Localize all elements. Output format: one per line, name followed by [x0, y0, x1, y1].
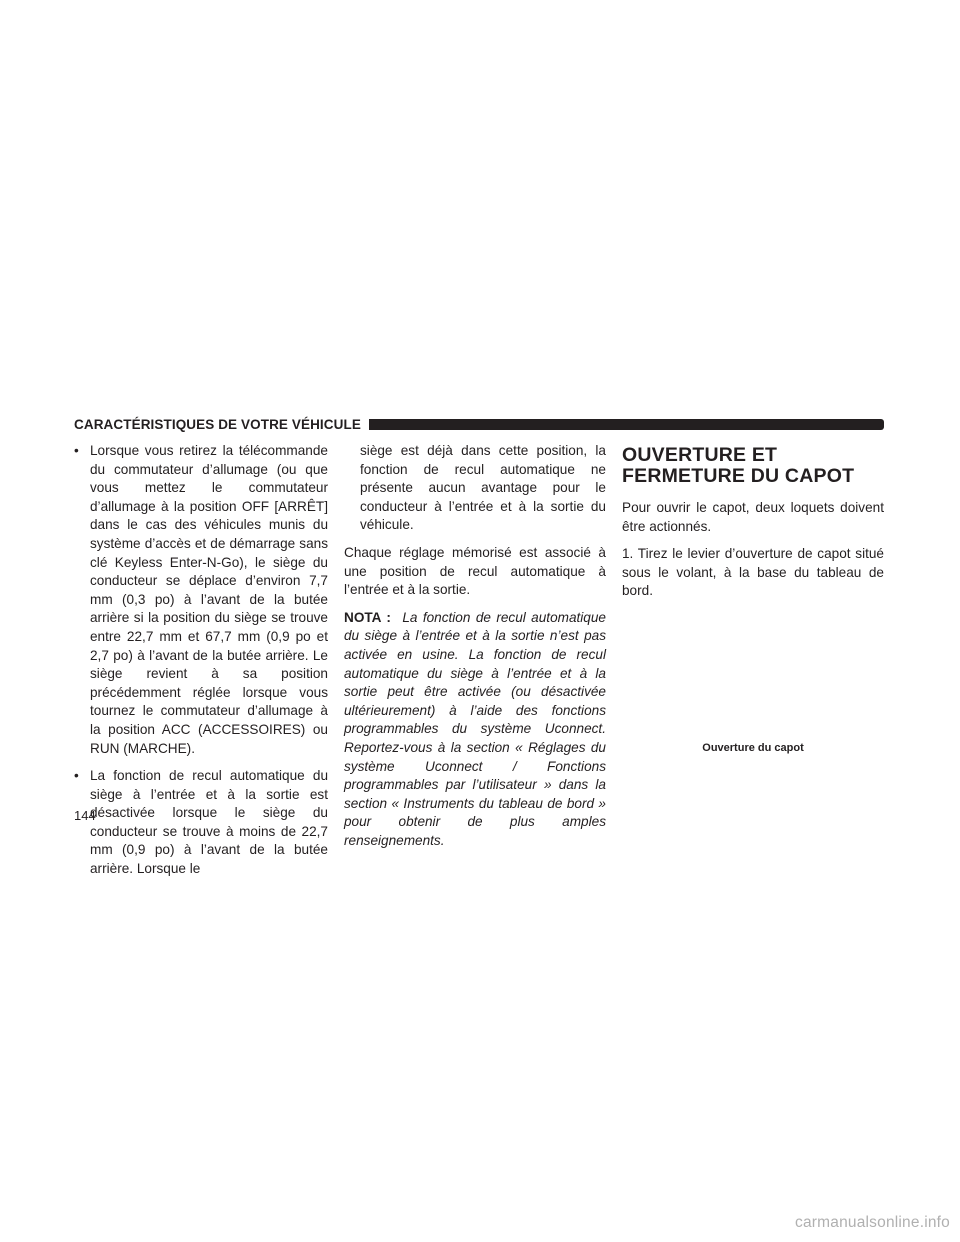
note — [344, 609, 606, 851]
bullet-icon: • — [74, 443, 79, 458]
section-heading: OUVERTURE ET FERMETURE DU CAPOT — [622, 444, 855, 487]
bullet-item — [74, 442, 328, 758]
column-right — [622, 442, 884, 610]
bullet-text: Lorsque vous retirez la télécommande du commutateur d’allumage (ou que vous mettez le commutateur d’allumage à la position OFF [ARRÊT] dans le cas des véhicules munis du système d’accès et de démarrage sans clé Keyless Enter-N-Go), le siège du conducteur se déplace d’environ 7,7 mm (0,3 po) à l’avant de la butée arrière si la position du siège se trouve entre 22,7 mm et 67,7 mm (0,9 po et 2,7 po) à l’avant de la butée arrière. Le siège revient à sa position précédemment réglée lorsque vous tournez le commutateur d’allumage à la position ACC (ACCESSOIRES) ou RUN (MARCHE). — [90, 443, 328, 756]
note-text: La fonction de recul automatique du siège à l’entrée et à la sortie n’est pas activée en usine. La fonction de recul automatique du siège à l’entrée et à la sortie peut être activée (ou désactivée ultérieurement) à l’aide des fonctions programmables du système Uconnect. Reportez-vous à la section « Réglages du système Uconnect / Fonctions programmables par l’utilisateur » dans la section « Instruments du tableau de bord » pour obtenir de plus amples renseignements. — [344, 609, 606, 848]
bullet-text: La fonction de recul automatique du siège à l’entrée et à la sortie est désactivée lorsque le siège du conducteur se trouve à moins de 22,7 mm (0,9 po) à l’avant de la butée arrière. Lorsque le — [90, 768, 328, 877]
column-middle — [344, 442, 606, 859]
section-title: CARACTÉRISTIQUES DE VOTRE VÉHICULE — [74, 416, 361, 432]
paragraph: Chaque réglage mémorisé est associé à une position de recul automatique à l’entrée et à la sortie. — [344, 544, 606, 598]
bullet-item — [74, 767, 328, 879]
page-number: 144 — [74, 808, 96, 823]
bullet-continuation: siège est déjà dans cette position, la fonction de recul automatique ne présente aucun avantage pour le conducteur à l’entrée et à la sortie du véhicule. — [360, 443, 606, 533]
step-paragraph: 1. Tirez le levier d’ouverture de capot situé sous le volant, à la base du tableau de bord. — [622, 546, 884, 599]
header-rule — [369, 419, 884, 430]
figure-hood-release — [622, 600, 884, 740]
column-left — [74, 442, 328, 888]
section-header — [74, 414, 884, 434]
paragraph: Pour ouvrir le capot, deux loquets doivent être actionnés. — [622, 500, 884, 534]
bullet-icon: • — [74, 768, 79, 784]
watermark: carmanualsonline.info — [795, 1214, 950, 1231]
note-label: NOTA : — [344, 609, 391, 625]
figure-caption: Ouverture du capot — [702, 742, 804, 754]
